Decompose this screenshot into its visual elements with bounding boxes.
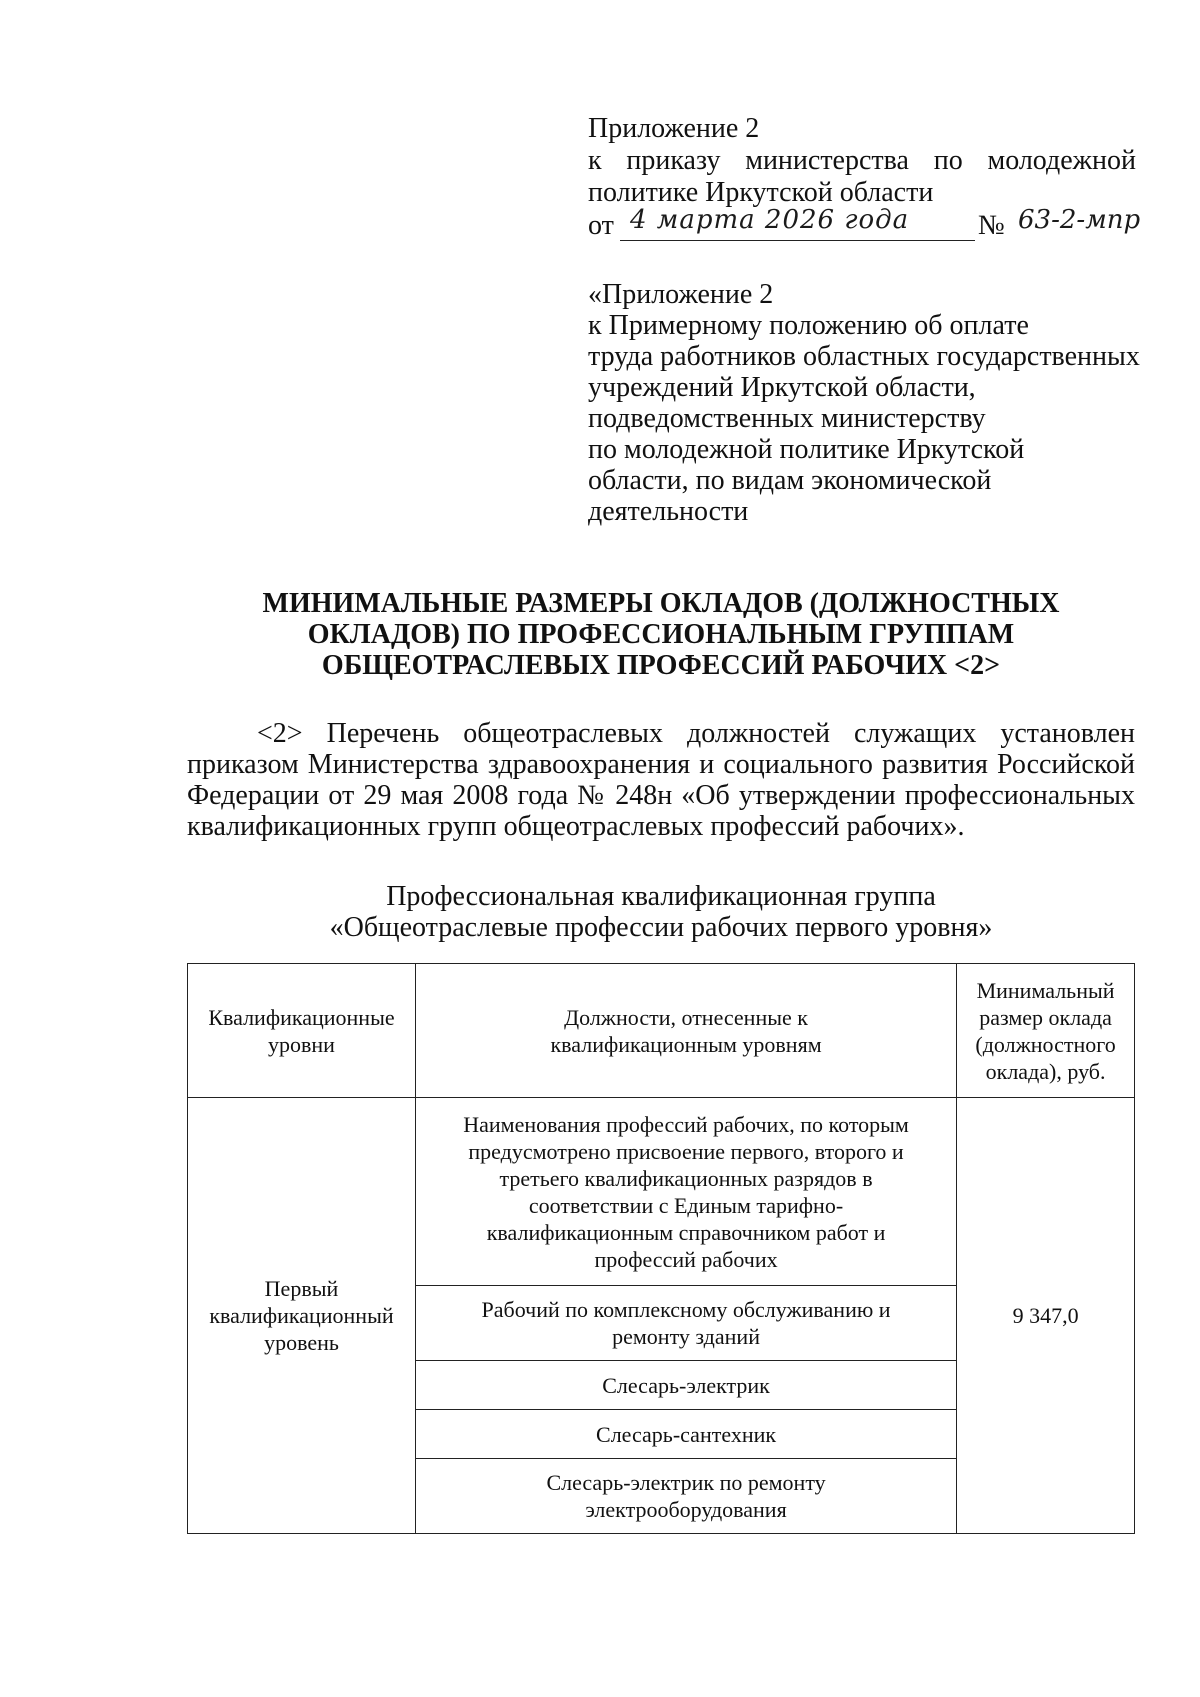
salary-cell: 9 347,0 — [957, 1098, 1135, 1534]
sub-header-line: по молодежной политике Иркутской — [588, 434, 1025, 465]
number-label: № — [978, 210, 1005, 241]
salary-table — [187, 963, 1135, 1534]
sub-header — [588, 279, 1140, 527]
order-reference: к приказу министерства по молодежной — [588, 145, 1136, 176]
sub-header-line: подведомственных министерству — [588, 403, 986, 434]
footnote-paragraph — [187, 718, 1135, 842]
table-row — [188, 1098, 1135, 1286]
date-underline — [620, 240, 975, 241]
header-positions: Должности, отнесенные к квалификационным уровням — [415, 964, 956, 1098]
qualification-level-cell: Первый квалификационный уровень — [188, 1098, 416, 1534]
footnote-line: приказом Министерства здравоохранения и социального развития Российской — [187, 749, 1135, 780]
document-title — [187, 588, 1135, 681]
handwritten-date: 4 марта 2026 года — [630, 205, 910, 235]
title-line: ОКЛАДОВ) ПО ПРОФЕССИОНАЛЬНЫМ ГРУППАМ — [307, 619, 1015, 650]
group-heading-line: «Общеотраслевые профессии рабочих первого уровня» — [329, 912, 993, 943]
position-cell: Слесарь-сантехник — [415, 1410, 956, 1459]
footnote-line: <2> Перечень общеотраслевых должностей служащих установлен — [257, 718, 1135, 749]
position-cell: Рабочий по комплексному обслуживанию и ремонту зданий — [415, 1286, 956, 1361]
sub-header-line: области, по видам экономической — [588, 465, 992, 496]
footnote-line: Федерации от 29 мая 2008 года № 248н «Об утверждении профессиональных — [187, 780, 1135, 811]
title-line: ОБЩЕОТРАСЛЕВЫХ ПРОФЕССИЙ РАБОЧИХ <2> — [321, 650, 1001, 681]
header-salary: Минимальный размер оклада (должностного оклада), руб. — [957, 964, 1135, 1098]
table-header-row — [188, 964, 1135, 1098]
header-levels: Квалификационные уровни — [188, 964, 416, 1098]
position-cell: Слесарь-электрик по ремонту электрооборудования — [415, 1459, 956, 1534]
sub-header-line: труда работников областных государственных — [588, 341, 1140, 372]
sub-header-line: учреждений Иркутской области, — [588, 372, 976, 403]
handwritten-number: 63-2-мпр — [1018, 205, 1141, 235]
sub-header-line: «Приложение 2 — [588, 279, 774, 310]
date-label: от — [588, 210, 614, 241]
appendix-label: Приложение 2 — [588, 113, 760, 144]
title-line: МИНИМАЛЬНЫЕ РАЗМЕРЫ ОКЛАДОВ (ДОЛЖНОСТНЫХ — [262, 588, 1060, 619]
sub-header-line: к Примерному положению об оплате — [588, 310, 1029, 341]
position-cell: Слесарь-электрик — [415, 1361, 956, 1410]
footnote-line: квалификационных групп общеотраслевых профессий рабочих». — [187, 811, 965, 842]
group-heading — [187, 881, 1135, 943]
sub-header-line: деятельности — [588, 496, 749, 527]
region-reference: политике Иркутской области — [588, 177, 934, 208]
position-cell: Наименования профессий рабочих, по которым предусмотрено присвоение первого, второго и третьего квалификационных разрядов в соответствии с Единым тарифно-квалификационным справочником работ и профессий рабочих — [415, 1098, 956, 1286]
group-heading-line: Профессиональная квалификационная группа — [386, 881, 936, 912]
